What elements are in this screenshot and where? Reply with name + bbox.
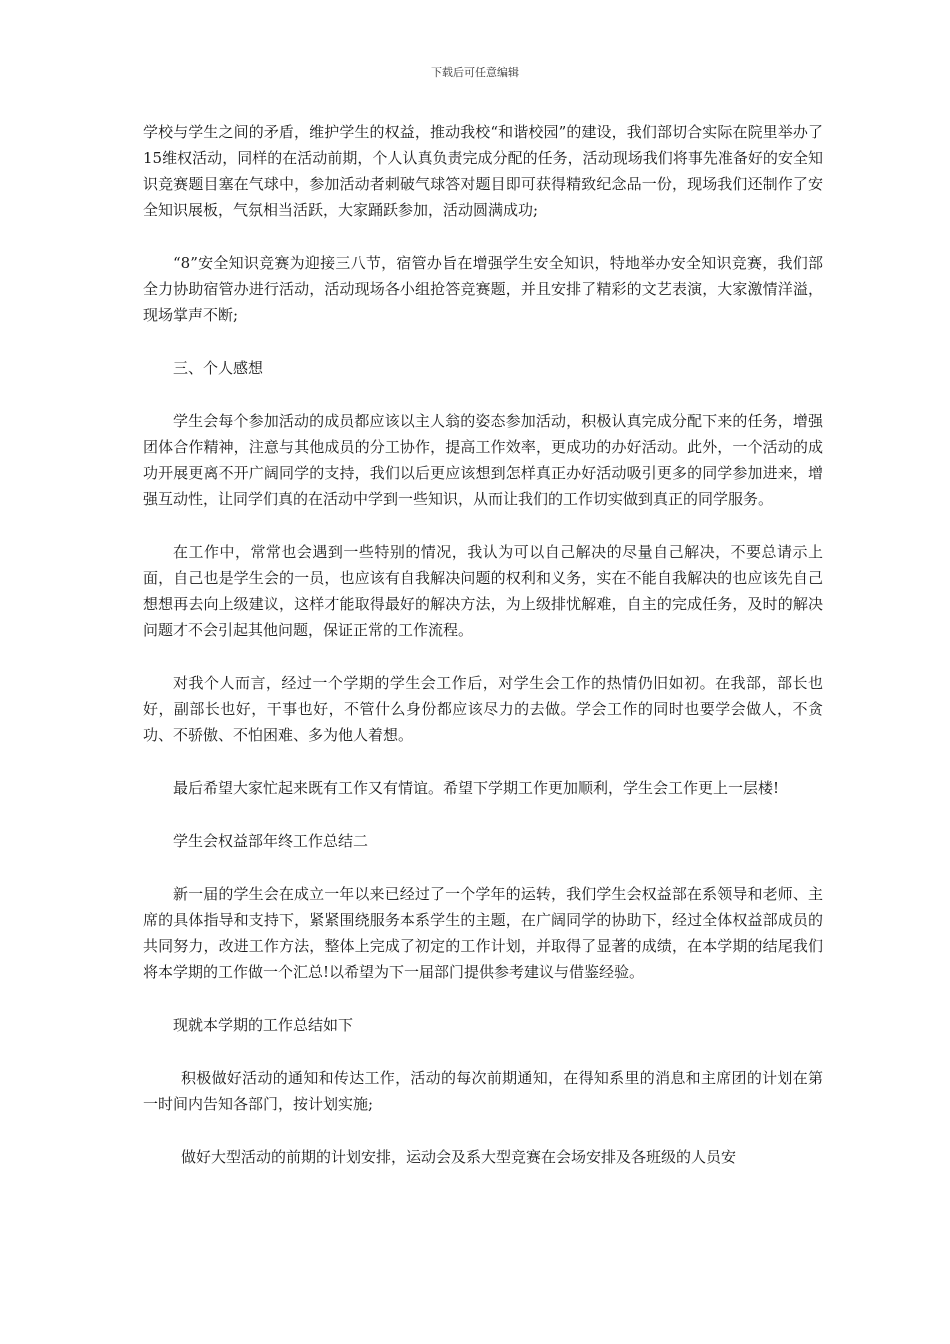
paragraph-safety-contest: “8”安全知识竞赛为迎接三八节，宿管办旨在增强学生安全知识，特地举办安全知识竞赛，我们部全力协助宿管办进行活动，活动现场各小组抢答竞赛题，并且安排了精彩的文艺表演，大家激情洋溢，现场掌声不断;: [143, 254, 823, 324]
paragraph-notification-work: 积极做好活动的通知和传达工作，活动的每次前期通知，在得知系里的消息和主席团的计划在第一时间内告知各部门，按计划实施;: [143, 1069, 823, 1113]
paragraph-problem-solving: 在工作中，常常也会遇到一些特别的情况，我认为可以自己解决的尽量自己解决，不要总请示上面，自己也是学生会的一员，也应该有自我解决问题的权利和义务，实在不能自我解决的也应该先自己想想再去向上级建议，这样才能取得最好的解决方法，为上级排忧解难，自主的完成任务，及时的解决问题才不会引起其他问题，保证正常的工作流程。: [143, 543, 823, 639]
paragraph-new-council-intro: 新一届的学生会在成立一年以来已经过了一个学年的运转，我们学生会权益部在系领导和老师、主席的具体指导和支持下，紧紧围绕服务本系学生的主题，在广阔同学的协助下，经过全体权益部成员的共同努力，改进工作方法，整体上完成了初定的工作计划，并取得了显著的成绩，在本学期的结尾我们将本学期的工作做一个汇总!以希望为下一届部门提供参考建议与借鉴经验。: [143, 885, 823, 981]
document-body: [143, 119, 823, 1170]
section-heading-personal-thoughts: 三、个人感想: [173, 359, 264, 377]
header-note: 下载后可任意编辑: [431, 66, 519, 79]
paragraph-event-planning: 做好大型活动的前期的计划安排，运动会及系大型竞赛在会场安排及各班级的人员安: [181, 1148, 737, 1166]
paragraph-member-attitude: 学生会每个参加活动的成员都应该以主人翁的姿态参加活动，积极认真完成分配下来的任务，增强团体合作精神，注意与其他成员的分工协作，提高工作效率，更成功的办好活动。此外，一个活动的成功开展更离不开广阔同学的支持，我们以后更应该想到怎样真正办好活动吸引更多的同学参加进来，增强互动性，让同学们真的在活动中学到一些知识，从而让我们的工作切实做到真正的同学服务。: [143, 412, 823, 508]
section-heading-semester-summary: 现就本学期的工作总结如下: [173, 1016, 354, 1034]
paragraph-closing-wish: 最后希望大家忙起来既有工作又有情谊。希望下学期工作更加顺利，学生会工作更上一层楼!: [173, 779, 780, 797]
paragraph-rights-activity: 学校与学生之间的矛盾，维护学生的权益，推动我校“和谐校园”的建设，我们部切合实际在院里举办了15维权活动，同样的在活动前期，个人认真负责完成分配的任务，活动现场我们将事先准备好的安全知识竞赛题目塞在气球中，参加活动者刺破气球答对题目即可获得精致纪念品一份，现场我们还制作了安全知识展板，气氛相当活跃，大家踊跃参加，活动圆满成功;: [143, 123, 823, 219]
section-heading-summary-two: 学生会权益部年终工作总结二: [173, 832, 369, 850]
paragraph-personal-reflection: 对我个人而言，经过一个学期的学生会工作后，对学生会工作的热情仍旧如初。在我部，部长也好，副部长也好，干事也好，不管什么身份都应该尽力的去做。学会工作的同时也要学会做人，不贪功、不骄傲、不怕困难、多为他人着想。: [143, 674, 823, 744]
